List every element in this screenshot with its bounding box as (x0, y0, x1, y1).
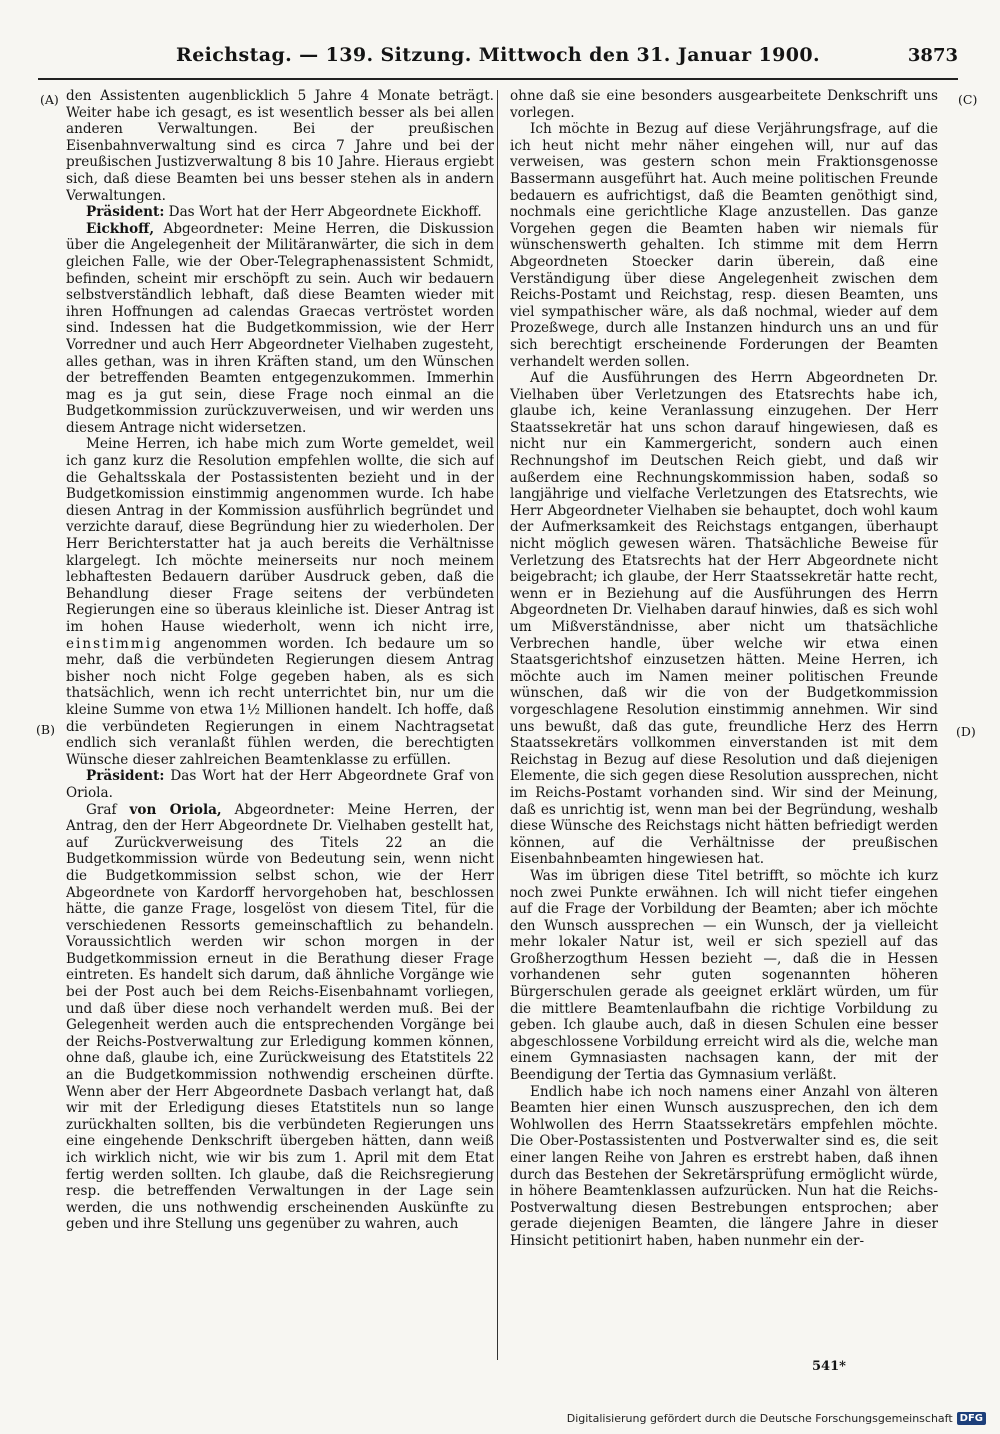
margin-mark-d: (D) (956, 724, 976, 739)
margin-mark-b: (B) (36, 722, 55, 737)
speaker-label: Eickhoff, (86, 220, 155, 237)
paragraph: Ich möchte in Bezug auf diese Verjährungsfrage, auf die ich heut nicht mehr näher eingehen will, nur auf das verweisen, was gestern schon mein Fraktionsgenosse Bassermann ausgeführt hat. Auch meine politischen Freunde bedauern es aufrichtigst, daß die Beamten genöthigt sind, nochmals eine gerichtliche Klage anzustellen. Das ganze Vorgehen gegen die Beamten haben wir niemals für wünschenswerth gehalten. Ich stimme mit dem Herrn Abgeordneten Stoecker darin überein, daß eine Verständigung über diese Angelegenheit zwischen dem Reichs-Postamt und Reichstag, resp. diesen Beamten, uns viel sympathischer wäre, als daß nochmal, wieder auf dem Prozeßwege, durch alle Instanzen hindurch uns an und für sich berechtigt erscheinende Forderungen der Beamten verhandelt werden sollen. (510, 121, 938, 370)
paragraph: ohne daß sie eine besonders ausgearbeitete Denkschrift uns vorlegen. (510, 88, 938, 121)
paragraph-text: Das Wort hat der Herr Abgeordnete Graf von Oriola. (66, 768, 494, 801)
speaker-label: von Oriola, (129, 801, 222, 818)
paragraph-text: Das Wort hat der Herr Abgeordnete Eickhoff. (164, 204, 482, 221)
paragraph-text: Abgeordneter: Meine Herren, der Antrag, den der Herr Abgeordnete Dr. Vielhaben gestellt hat, auf Zurückverweisung des Titels 22 an die Budgetkommission würde von Bedeutung sein, wenn nicht die Budgetkommission selbst schon, wie der Herr Abgeordnete von Kardorff hervorgehoben hat, beschlossen hätte, die ganze Frage, losgelöst von diesem Titel, für die verschiedenen Ressorts gemeinschaftlich zu behandeln. Voraussichtlich werden wir schon morgen in der Budgetkommission erneut in die Berathung dieser Frage eintreten. Es handelt sich darum, daß ähnliche Vorgänge wie bei der Post auch bei dem Reichs-Eisenbahnamt vorliegen, und daß über diese noch verhandelt werden muß. Bei der Gelegenheit werden auch die entsprechenden Vorgänge bei der Reichs-Postverwaltung zur Erledigung kommen können, ohne daß, glaube ich, eine Zurückweisung des Etatstitels 22 an die Budgetkommission nothwendig erscheinen dürfte. Wenn aber der Herr Abgeordnete Dasbach verlangt hat, daß wir mit der Erledigung dieses Etatstitels nun so lange zurückhalten sollten, bis die verbündeten Regierungen uns eine eingehende Denkschrift übergeben hätten, dann weiß ich wirklich nicht, wie wir bis zum 1. April mit dem Etat fertig werden sollten. Ich glaube, daß die Reichsregierung resp. die betreffenden Verwaltungen in der Lage sein werden, die uns nothwendig erscheinenden Auskünfte zu geben und ihre Stellung uns gegenüber zu wahren, auch (66, 801, 494, 1233)
paragraph-text: Meine Herren, ich habe mich zum Worte gemeldet, weil ich ganz kurz die Resolution empfehlen wollte, die sich auf die Gehaltsskala der Postassistenten bezieht und in der Budgetkomission einstimmig angenommen wurde. Ich habe diesen Antrag in der Kommission ausführlich begründet und verzichte darauf, diese Begründung hier zu wiederholen. Der Herr Berichterstatter hat ja auch bereits die Verhältnisse klargelegt. Ich möchte meinerseits nur noch meinem lebhaftesten Bedauern darüber Ausdruck geben, daß die Behandlung dieser Frage seitens der verbündeten Regierungen eine so überaus kleinliche ist. Dieser Antrag ist im hohen Hause wiederholt, wenn ich nicht irre, (66, 436, 494, 635)
paragraph: den Assistenten augenblicklich 5 Jahre 4 Monate beträgt. Weiter habe ich gesagt, es ist wesentlich besser als bei allen anderen Verwaltungen. Bei der preußischen Eisenbahnverwaltung sind es circa 7 Jahre und bei der preußischen Justizverwaltung 8 bis 10 Jahre. Hieraus ergiebt sich, daß diese Beamten bei uns besser stehen als in andern Verwaltungen. (66, 88, 494, 204)
paragraph (66, 436, 494, 768)
paragraph: Auf die Ausführungen des Herrn Abgeordneten Dr. Vielhaben über Verletzungen des Etatsrechts habe ich, glaube ich, keine Veranlassung einzugehen. Der Herr Staatssekretär hat uns schon darauf hingewiesen, daß es nicht nur ein Kammergericht, sondern auch einen Rechnungshof im Deutschen Reich giebt, und daß wir außerdem eine Rechnungskommission haben, sodaß so langjährige und vielfache Verletzungen des Etatsrechts, wie Herr Abgeordneter Vielhaben sie behauptet, doch wohl kaum der Aufmerksamkeit des Reichstags entgangen, überhaupt nicht möglich gewesen wären. Thatsächliche Beweise für Verletzung des Etatsrechts hat der Herr Abgeordnete nicht beigebracht; ich glaube, der Herr Staatssekretär hatte recht, wenn er in Beziehung auf die Ausführungen des Herrn Abgeordneten Dr. Vielhaben darauf hinwies, daß es sich wohl um Mißverständnisse, aber nicht um thatsächliche Verbrechen handle, über welche wir etwa einen Staatsgerichtshof einzusetzen hätten. Meine Herren, ich möchte auch im Namen meiner politischen Freunde wünschen, daß wir die von der Budgetkommission vorgeschlagene Resolution einstimmig annehmen. Wir sind uns bewußt, daß das gute, freundliche Herz des Herrn Staatssekretärs vollkommen einverstanden ist mit dem Reichstag in Bezug auf diese Resolution und daß diejenigen Elemente, die sich gegen diese Resolution aussprechen, nicht im Reichs-Postamt vorhanden sind. Wir sind der Meinung, daß es unrichtig ist, wenn man bei der Begründung, weshalb diese Wünsche des Reichstags nicht hätten befriedigt werden können, auf die Verhältnisse der preußischen Eisenbahnbeamten hingewiesen hat. (510, 370, 938, 868)
paragraph (66, 768, 494, 801)
margin-mark-c: (C) (958, 92, 978, 107)
margin-mark-a: (A) (40, 92, 59, 107)
paragraph: Was im übrigen diese Titel betrifft, so möchte ich kurz noch zwei Punkte erwähnen. Ich will nicht tiefer eingehen auf die Frage der Vorbildung der Beamten; aber ich möchte den Wunsch aussprechen — ein Wunsch, der ja vielleicht mehr lokaler Natur ist, weil er sich speziell auf das Großherzogthum Hessen bezieht —, daß die in Hessen vorhandenen sehr guten sogenannten höheren Bürgerschulen gerade als geeignet erklärt würden, um für die mittlere Beamtenlaufbahn die richtige Vorbildung zu geben. Ich glaube auch, daß in diesen Schulen eine besser abgeschlossene Vorbildung erreicht wird als die, welche man einem Gymnasiasten nachsagen kann, der mit der Beendigung der Tertia das Gymnasium verläßt. (510, 867, 938, 1084)
paragraph (66, 204, 494, 221)
paragraph-text: angenommen worden. Ich bedaure um so mehr, daß die verbündeten Regierungen diesem Antrag bisher noch nicht Folge gegeben haben, als es sich thatsächlich, wenn ich recht unterrichtet bin, nur um die kleine Summe von etwa 1½ Millionen handelt. Ich hoffe, daß die verbündeten Regierungen in einem Nachtragsetat endlich sich veranlaßt fühlen werden, die berechtigten Wünsche dieser zahlreichen Beamtenklasse zu erfüllen. (66, 635, 494, 768)
page-number: 3873 (907, 45, 958, 66)
emphasized-word: einstimmig (66, 635, 163, 652)
paragraph: Endlich habe ich noch namens einer Anzahl von älteren Beamten hier einen Wunsch auszusprechen, den ich dem Wohlwollen des Herrn Staatssekretärs empfehlen möchte. Die Ober-Postassistenten und Postverwalter sind es, die seit einer langen Reihe von Jahren es erstrebt haben, daß ihnen durch das Bestehen der Sekretärsprüfung ermöglicht würde, in höhere Beamtenklassen aufzurücken. Nun hat die Reichs-Postverwaltung diesen Bestrebungen entsprochen; aber gerade diejenigen Beamten, die längere Jahre in dieser Hinsicht petitionirt haben, haben nunmehr ein der- (510, 1083, 938, 1249)
paragraph (66, 221, 494, 437)
page-header (38, 44, 958, 72)
signature-mark: 541* (812, 1359, 846, 1374)
speaker-label: Präsident: (86, 768, 165, 785)
paragraph-text: Graf (86, 801, 130, 818)
paragraph-text: Abgeordneter: Meine Herren, die Diskussion über die Angelegenheit der Militäranwärter, die sich in dem gleichen Falle, wie der Ober-Telegraphenassistent Schmidt, befinden, scheint mir erschöpft zu sein. Auch wir bedauern selbstverständlich lebhaft, daß diese Beamten wieder mit ihren Hoffnungen ad calendas Graecas vertröstet worden sind. Indessen hat die Budgetkommission, wie der Herr Vorredner und auch Herr Abgeordneter Vielhaben zugesteht, alles gethan, was in ihren Kräften stand, um den Wünschen der betreffenden Beamten entgegenzukommen. Immerhin mag es ja gut sein, diese Frage noch einmal an die Budgetkommission zurückzuverweisen, und wir werden uns diesem Antrage nicht widersetzen. (66, 220, 494, 436)
right-column (510, 88, 938, 1358)
running-title: Reichstag. — 139. Sitzung. Mittwoch den 31. Januar 1900. (176, 44, 820, 66)
paragraph (66, 802, 494, 1233)
footer (567, 1412, 986, 1425)
column-divider (497, 90, 498, 1360)
speaker-label: Präsident: (86, 204, 165, 221)
header-rule (38, 78, 958, 80)
dfg-logo: DFG (957, 1412, 986, 1425)
left-column (66, 88, 494, 1358)
footer-credit: Digitalisierung gefördert durch die Deutsche Forschungsgemeinschaft (566, 1412, 953, 1425)
